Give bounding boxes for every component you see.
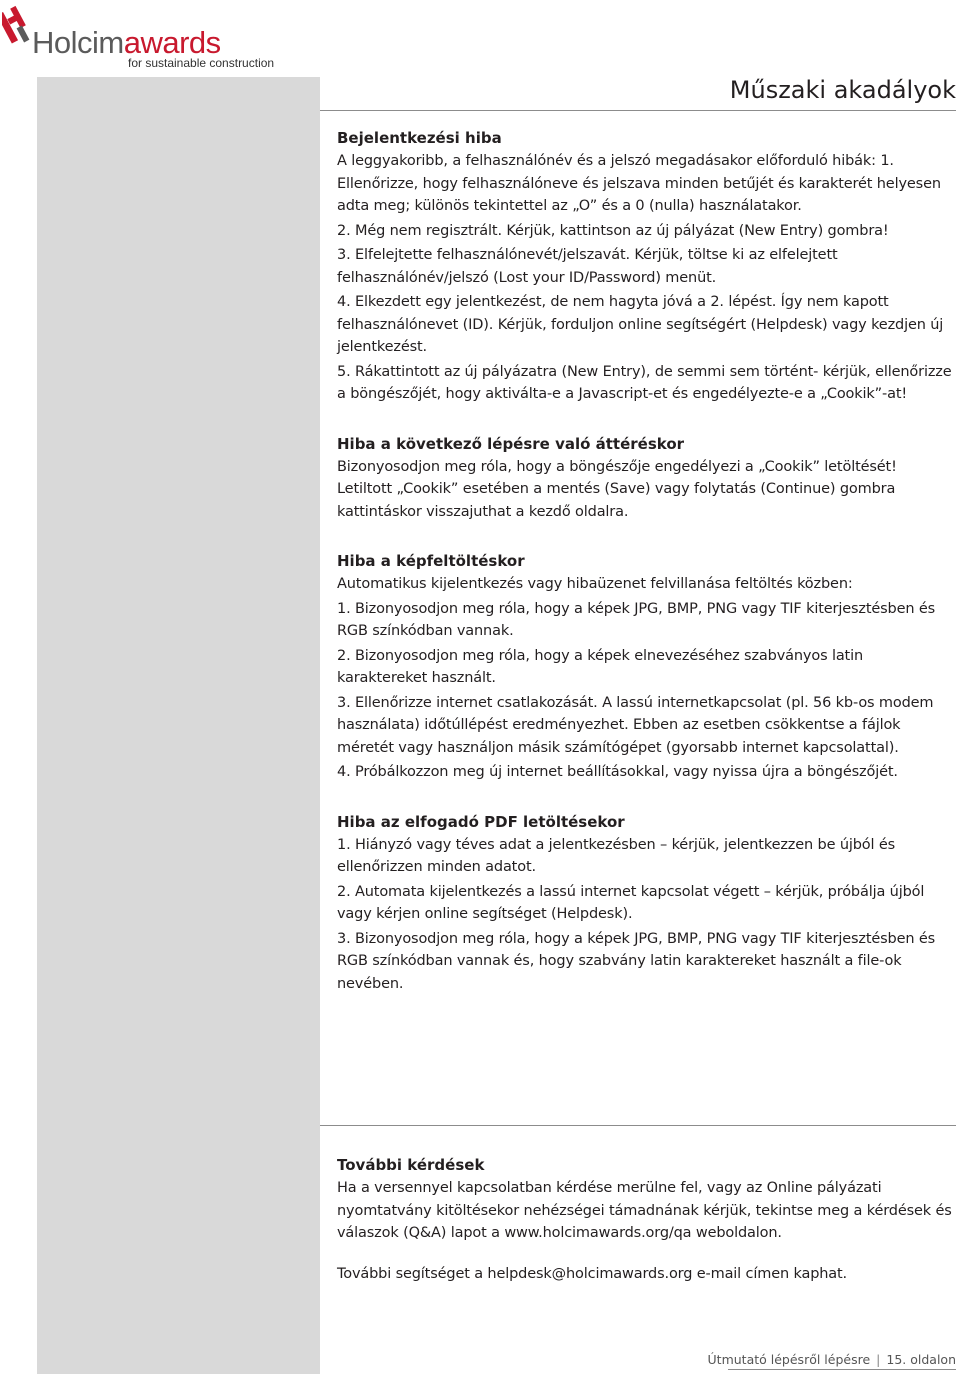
paragraph: 2. Még nem regisztrált. Kérjük, kattintson az új pályázat (New Entry) gombra! (337, 222, 889, 239)
section-heading: Hiba a képfeltöltéskor (337, 552, 525, 570)
paragraph: 2. Automata kijelentkezés a lassú internet kapcsolat végett – kérjük, próbálja újból vagy kérjen online segítséget (Helpdesk). (337, 883, 925, 922)
footer-guide-label: Útmutató lépésről lépésre (707, 1352, 871, 1367)
main-content (337, 126, 955, 997)
section-heading: Hiba a következő lépésre való áttéréskor (337, 434, 685, 453)
section-divider (320, 1125, 956, 1126)
section-heading: Bejelentkezési hiba (337, 129, 502, 147)
paragraph: 5. Rákattintott az új pályázatra (New Entry), de semmi sem történt- kérjük, ellenőrizze a böngészőjét, hogy aktiválta-e a Javascript-et és engedélyezte-e a „Cookik”-at! (337, 363, 952, 402)
paragraph: 4. Elkezdett egy jelentkezést, de nem hagyta jóvá a 2. lépést. Így nem kapott felhasználónevet (ID). Kérjük, forduljon online segítségért (Helpdesk) vagy kezdjen új jelentkezést. (337, 294, 944, 355)
page-title: Műszaki akadályok (729, 76, 956, 104)
paragraph: 4. Próbálkozzon meg új internet beállításokkal, vagy nyissa újra a böngészőjét. (337, 764, 898, 780)
footer-page-number: 15. oldalon (886, 1352, 956, 1367)
page-footer (708, 1352, 956, 1367)
section-pdf-download-error (337, 810, 955, 996)
paragraph: 3. Elfelejtette felhasználónevét/jelszavát. Kérjük, töltse ki az elfelejtett felhasználónév/jelszó (Lost your ID/Password) menüt. (337, 247, 838, 286)
brand-wordmark (32, 26, 221, 60)
paragraph: 1. Hiányzó vagy téves adat a jelentkezésben – kérjük, jelentkezzen be újból és ellenőrizzen minden adatot. (337, 836, 896, 875)
section-login-error (337, 126, 955, 406)
paragraph: Automatikus kijelentkezés vagy hibaüzenet felvillanása feltöltés közben: (337, 576, 853, 592)
title-divider (320, 110, 956, 111)
brand-holcim: Holcim (32, 25, 124, 60)
footer-separator: | (876, 1352, 881, 1367)
paragraph: A leggyakoribb, a felhasználónév és a jelszó megadásakor előforduló hibák: 1. Ellenőrizze, hogy felhasználóneve és jelszava minden betűjét és karakterét helyesen adta meg; különös tekintettel az „O” és a 0 (nulla) használatakor. (337, 153, 941, 214)
holcim-awards-logo (0, 0, 280, 70)
paragraph: Ha a versennyel kapcsolatban kérdése merülne fel, vagy az Online pályázati nyomtatvány kitöltésekor nehézségei támadnának kérjük, tekintse meg a kérdések és válaszok (Q&A) lapot a www.holcimawards.org/qa weboldalon. (337, 1180, 952, 1241)
paragraph: 3. Ellenőrizze internet csatlakozását. A lassú internetkapcsolat (pl. 56 kb-os modem használata) időtúllépést eredményezhet. Ebben az esetben csökkentse a fájlok méretét vagy használjon másik számítógépet (gyorsabb internet kapcsolattal). (337, 694, 934, 756)
section-next-step-error (337, 432, 955, 524)
paragraph: Bizonyosodjon meg róla, hogy a böngészője engedélyezi a „Cookik” letöltését! Letiltott „Cookik” esetében a mentés (Save) vagy folytatás (Continue) gombra kattintáskor visszajuthat a kezdő oldalra. (337, 458, 897, 520)
paragraph: 2. Bizonyosodjon meg róla, hogy a képek elnevezéséhez szabványos latin karaktereket használt. (337, 647, 864, 686)
paragraph: 3. Bizonyosodjon meg róla, hogy a képek JPG, BMP, PNG vagy TIF kiterjesztésben és RGB színkódban vannak és, hogy szabvány latin karaktereket használt a file-ok nevében. (337, 930, 936, 992)
left-sidebar-panel (37, 77, 320, 1374)
contact-paragraph: További segítséget a helpdesk@holcimawards.org e-mail címen kaphat. (337, 1265, 848, 1282)
brand-tagline: for sustainable construction (128, 56, 275, 70)
section-heading: Hiba az elfogadó PDF letöltésekor (337, 812, 625, 831)
paragraph: 1. Bizonyosodjon meg róla, hogy a képek JPG, BMP, PNG vagy TIF kiterjesztésben és RGB színkódban vannak. (337, 600, 936, 639)
holcim-logo-icon (2, 2, 32, 46)
brand-awards: awards (123, 25, 221, 60)
section-image-upload-error (337, 549, 955, 784)
footer-divider (728, 1369, 956, 1370)
section-further-questions (337, 1153, 955, 1287)
section-heading: További kérdések (337, 1156, 485, 1174)
